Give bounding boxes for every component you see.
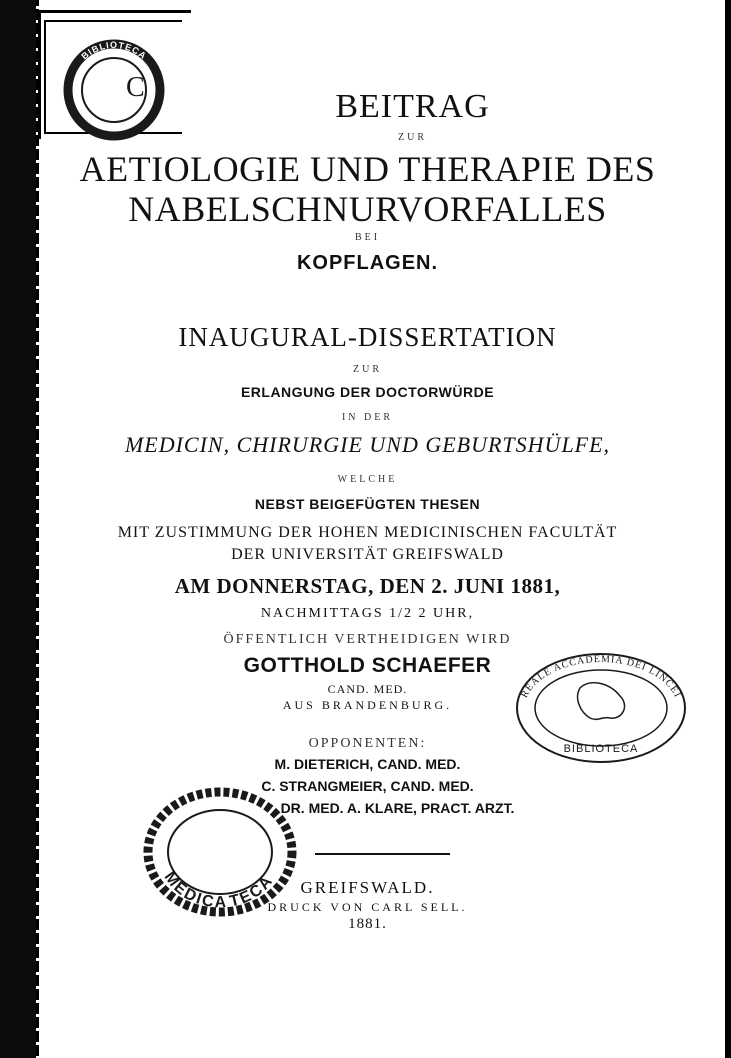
imprint-year: 1881. xyxy=(348,916,387,932)
title-line-2: NABELSCHNURVORFALLES xyxy=(128,189,607,229)
spine-edge xyxy=(36,0,39,1058)
dissertation-nebst: NEBST BEIGEFÜGTEN THESEN xyxy=(254,496,481,512)
opponent-2: C. STRANGMEIER, CAND. MED. xyxy=(261,778,474,794)
dissertation-welche: WELCHE xyxy=(337,474,398,485)
dissertation-zur: ZUR xyxy=(353,364,382,375)
stamp-right-inner: BIBLIOTECA xyxy=(563,743,639,755)
title-kopflagen: KOPFLAGEN. xyxy=(296,252,439,274)
dissertation-in-der: IN DER xyxy=(341,412,394,423)
dissertation-zustimmung: MIT ZUSTIMMUNG DER HOHEN MEDICINISCHEN FACULTÄT xyxy=(117,524,618,541)
title-line-1: AETIOLOGIE UND THERAPIE DES xyxy=(79,149,656,189)
stamp-lower-left-text: MEDICA xyxy=(160,868,229,912)
title-beitrag: BEITRAG xyxy=(335,88,490,125)
stamp-lower-left-inner: TECA xyxy=(227,871,277,911)
dissertation-date: AM DONNERSTAG, DEN 2. JUNI 1881, xyxy=(174,574,561,598)
opponent-3: DR. MED. A. KLARE, PRACT. ARZT. xyxy=(280,800,515,816)
author-name: GOTTHOLD SCHAEFER xyxy=(243,654,492,677)
imprint-city: GREIFSWALD. xyxy=(300,878,435,897)
stamp-top-left-handwriting: C xyxy=(126,72,145,103)
dissertation-universitaet: DER UNIVERSITÄT GREIFSWALD xyxy=(231,546,504,563)
book-spine xyxy=(0,0,36,1058)
stamp-right-text: REALE ACCADEMIA DEI LINCEI xyxy=(519,653,684,700)
author-origin: AUS BRANDENBURG. xyxy=(282,698,453,712)
opponent-1: M. DIETERICH, CAND. MED. xyxy=(274,756,461,772)
dissertation-fields: MEDICIN, CHIRURGIE UND GEBURTSHÜLFE, xyxy=(124,432,611,457)
title-zur: ZUR xyxy=(398,132,427,143)
dissertation-time: NACHMITTAGS 1/2 2 UHR, xyxy=(260,606,475,621)
title-bei: BEI xyxy=(354,232,381,243)
opponents-heading: OPPONENTEN: xyxy=(308,736,427,751)
separator-rule xyxy=(315,853,450,855)
imprint-printer: DRUCK VON CARL SELL. xyxy=(267,900,468,914)
author-title: CAND. MED. xyxy=(327,682,408,696)
dissertation-erlangung: ERLANGUNG DER DOCTORWÜRDE xyxy=(240,384,495,400)
dissertation-heading: INAUGURAL-DISSERTATION xyxy=(178,322,557,352)
stamp-top-left-text: BIBLIOTECA xyxy=(79,39,149,62)
dissertation-oeffentlich: ÖFFENTLICH VERTHEIDIGEN WIRD xyxy=(223,632,512,647)
page-right-edge xyxy=(725,0,731,1058)
